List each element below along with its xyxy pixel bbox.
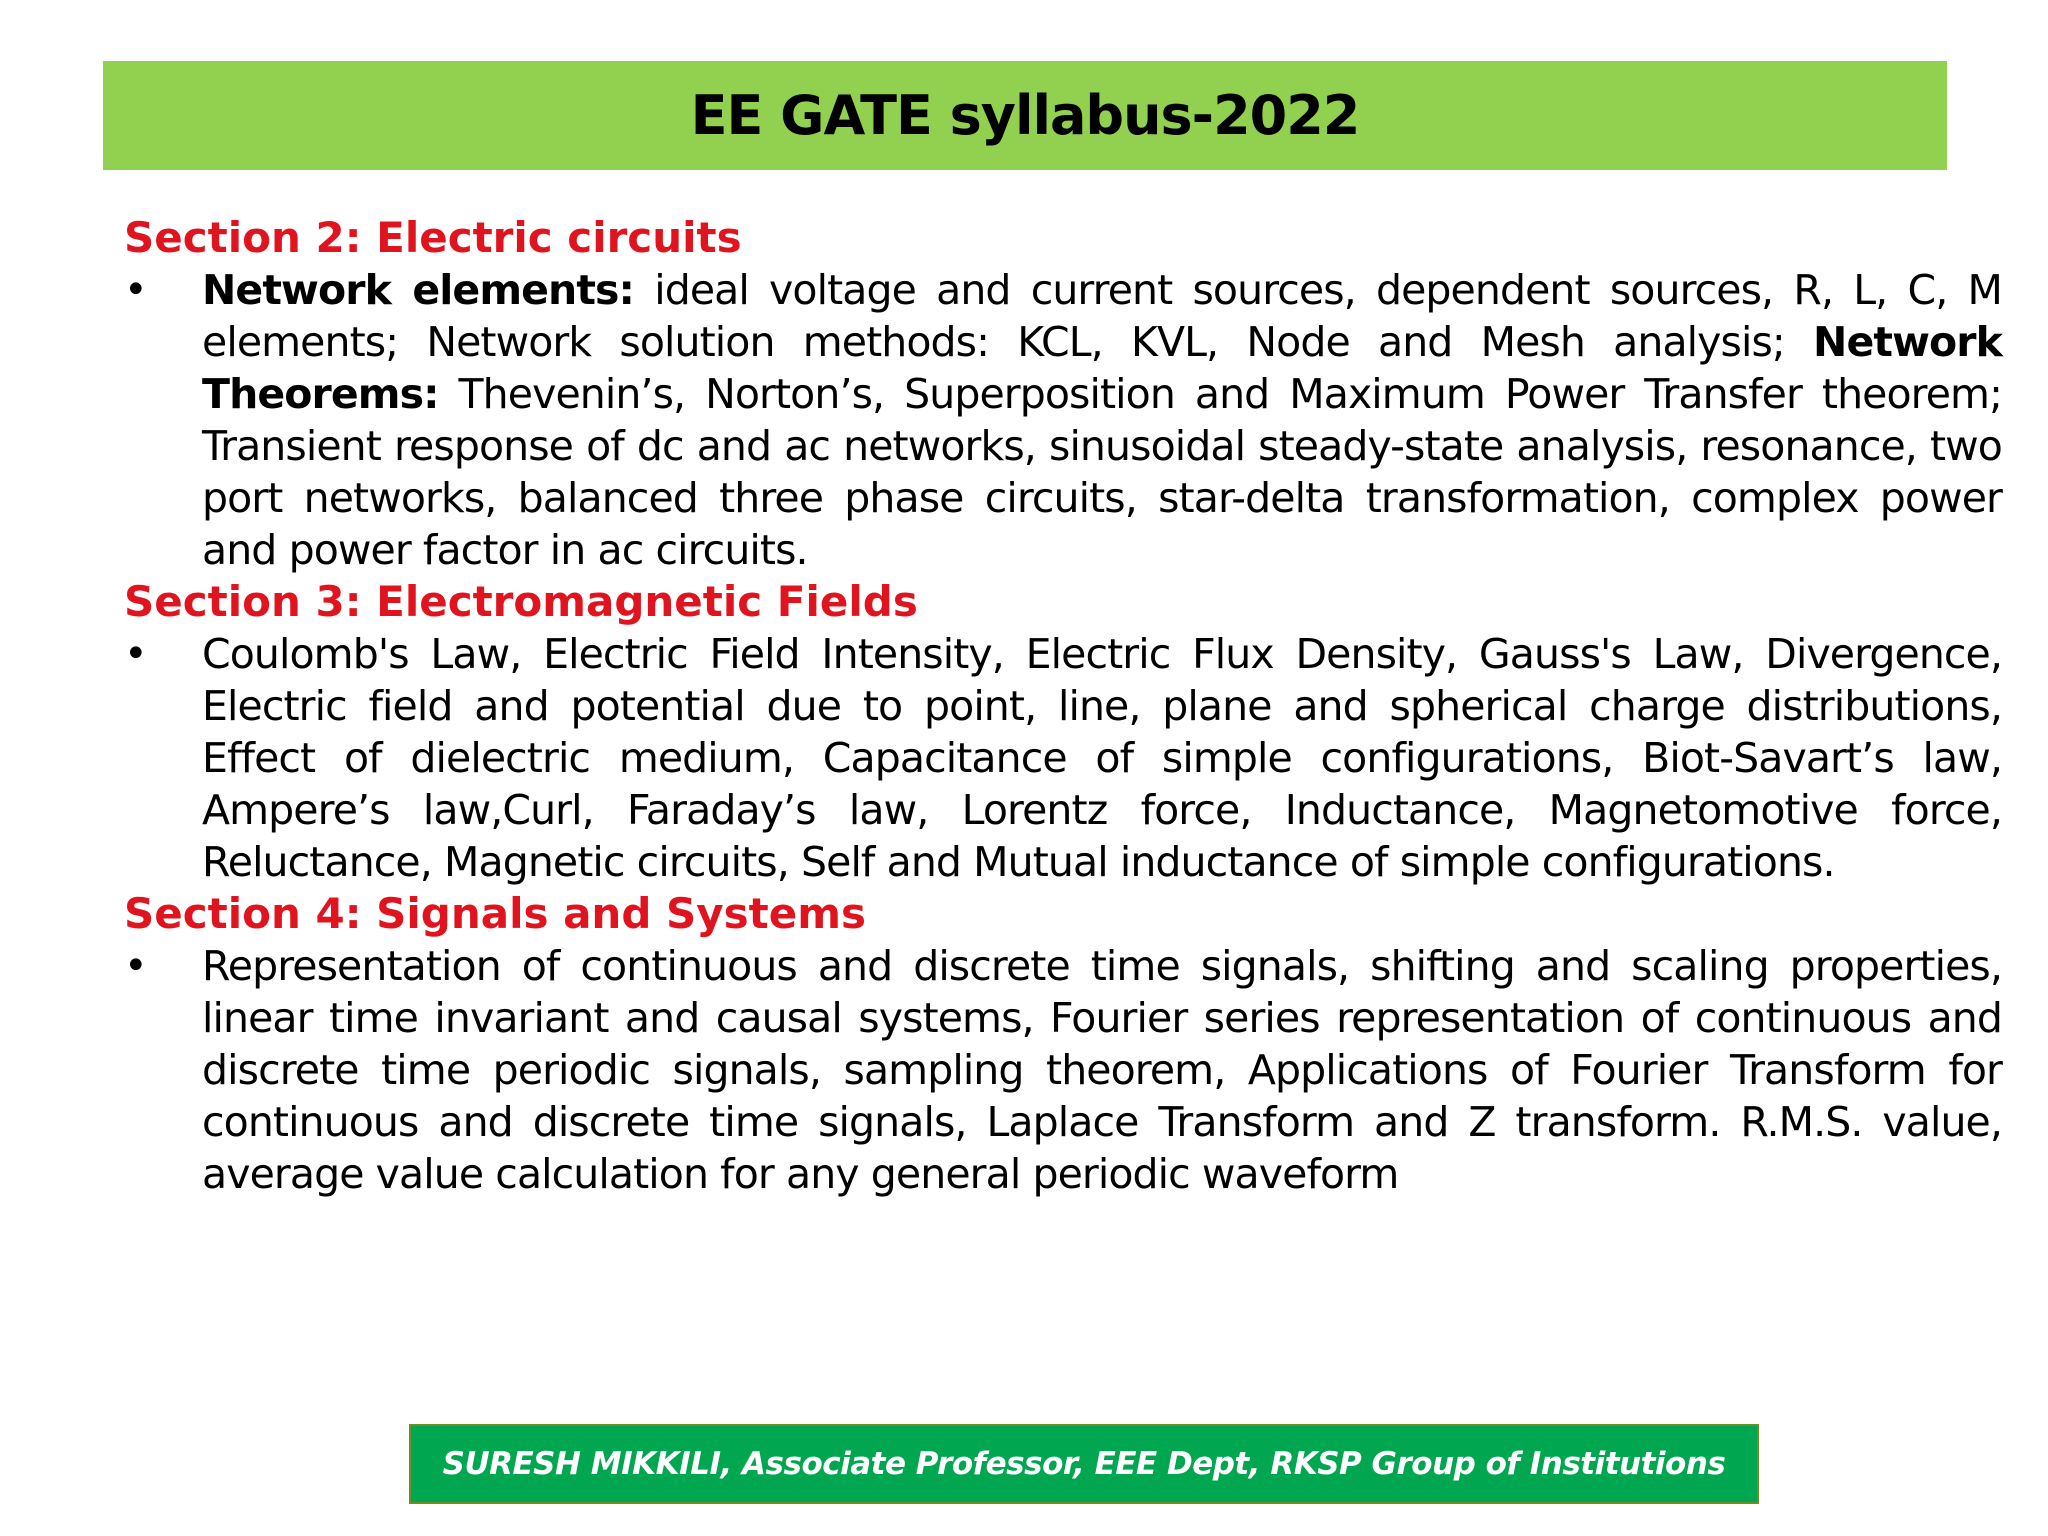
- bullet-icon: •: [124, 943, 148, 989]
- section-heading-signals-systems: Section 4: Signals and Systems: [124, 889, 866, 938]
- title-banner: [103, 61, 1947, 170]
- bullet-text-electromagnetic-fields: Coulomb's Law, Electric Field Intensity, Electric Flux Density, Gauss's Law, Divergence, Electric field and potential due to point, line, plane and spherical charge distributions, Effect of dielectric medium, Capacitance of simple configurations, Biot-Savart’s law, Ampere’s law,Curl, Faraday’s law, Lorentz force, Inductance, Magnetomotive force, Reluctance, Magnetic circuits, Self and Mutual inductance of simple configurations.: [202, 630, 2002, 886]
- bullet-item-signals-systems: [124, 940, 2002, 1200]
- text-network-theorems: Thevenin’s, Norton’s, Superposition and Maximum Power Transfer theorem; Transient response of dc and ac networks, sinusoidal steady-state analysis, resonance, two port networks, balanced three phase circuits, star-delta transformation, complex power and power factor in ac circuits.: [202, 370, 2002, 574]
- section-heading-electromagnetic-fields: Section 3: Electromagnetic Fields: [124, 577, 918, 626]
- page-title: EE GATE syllabus-2022: [690, 84, 1360, 147]
- bullet-item-electric-circuits: [124, 264, 2002, 576]
- footer-banner: [409, 1424, 1759, 1504]
- author-credit: SURESH MIKKILI, Associate Professor, EEE Dept, RKSP Group of Institutions: [442, 1446, 1726, 1482]
- term-network-theorems: Network Theorems:: [202, 318, 2002, 418]
- term-network-elements: Network elements:: [202, 266, 635, 314]
- bullet-icon: •: [124, 267, 148, 313]
- bullet-text-electric-circuits: [202, 264, 2002, 576]
- bullet-text-signals-systems: Representation of continuous and discrete time signals, shifting and scaling properties, linear time invariant and causal systems, Fourier series representation of continuous and discrete time periodic signals, sampling theorem, Applications of Fourier Transform for continuous and discrete time signals, Laplace Transform and Z transform. R.M.S. value, average value calculation for any general periodic waveform: [202, 942, 2002, 1198]
- syllabus-content: [124, 212, 2002, 1200]
- section-heading-electric-circuits: Section 2: Electric circuits: [124, 213, 742, 262]
- bullet-item-electromagnetic-fields: [124, 628, 2002, 888]
- text-network-elements: ideal voltage and current sources, dependent sources, R, L, C, M elements; Network solution methods: KCL, KVL, Node and Mesh analysis;: [202, 266, 2002, 366]
- bullet-icon: •: [124, 631, 148, 677]
